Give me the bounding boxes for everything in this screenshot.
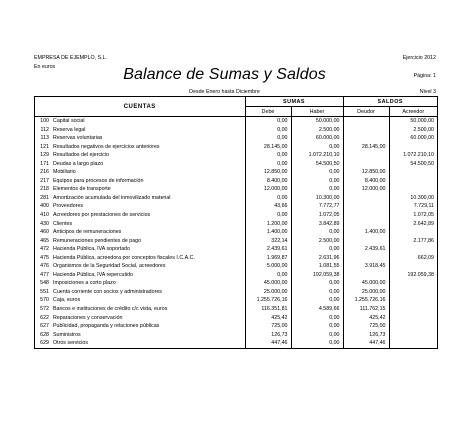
- table-row: [35, 296, 437, 305]
- haber-value: 0,00: [291, 339, 343, 348]
- table-row: [35, 220, 437, 229]
- deudor-value: [343, 220, 389, 229]
- haber-value: 54.500,50: [291, 160, 343, 169]
- table-row: [35, 202, 437, 211]
- table-row: [35, 237, 437, 246]
- debe-value: 0,00: [245, 151, 291, 160]
- debe-value: 126,73: [245, 331, 291, 340]
- account-code: 217: [40, 177, 49, 184]
- acreedor-column-header: Acreedor: [389, 107, 437, 117]
- haber-value: 0,00: [291, 288, 343, 297]
- account-name: Suministros: [53, 331, 81, 338]
- table-row: [35, 339, 437, 348]
- haber-value: 1.081,55: [291, 262, 343, 271]
- debe-value: 1.400,00: [245, 228, 291, 237]
- account-code: 218: [40, 186, 49, 193]
- debe-value: 12.850,00: [245, 168, 291, 177]
- deudor-value: 425,42: [343, 314, 389, 323]
- table-row: [35, 160, 437, 169]
- account-code: 477: [40, 271, 49, 278]
- debe-value: 1.255.726,16: [245, 296, 291, 305]
- haber-value: 3.842,89: [291, 220, 343, 229]
- table-row: [35, 288, 437, 297]
- haber-value: 0,00: [291, 143, 343, 152]
- haber-value: 0,00: [291, 168, 343, 177]
- account-code: 410: [40, 212, 49, 219]
- debe-value: 28.145,00: [245, 143, 291, 152]
- deudor-value: 8.400,00: [343, 177, 389, 186]
- account-name: Equipos para procesos de información: [53, 177, 144, 184]
- table-body: [35, 117, 437, 348]
- deudor-value: [343, 254, 389, 263]
- acreedor-value: [389, 296, 437, 305]
- deudor-value: 725,00: [343, 322, 389, 331]
- table-row: [35, 228, 437, 237]
- balance-table: [35, 97, 437, 348]
- deudor-value: [343, 151, 389, 160]
- acreedor-value: [389, 314, 437, 323]
- acreedor-value: 1.072,05: [389, 211, 437, 220]
- table-row: [35, 262, 437, 271]
- acreedor-value: [389, 339, 437, 348]
- acreedor-value: [389, 331, 437, 340]
- account-code: 627: [40, 323, 49, 330]
- table-row: [35, 314, 437, 323]
- acreedor-value: [389, 245, 437, 254]
- deudor-value: [343, 194, 389, 203]
- haber-value: 0,00: [291, 245, 343, 254]
- table-row: [35, 305, 437, 314]
- haber-value: 2.500,00: [291, 237, 343, 246]
- account-name: Otros servicios: [53, 340, 89, 347]
- haber-value: 0,00: [291, 314, 343, 323]
- acreedor-value: 2.177,86: [389, 237, 437, 246]
- account-name: Resultados negativos de ejercicios anteriores: [53, 143, 160, 150]
- debe-value: 447,46: [245, 339, 291, 348]
- account-code: 113: [40, 135, 49, 142]
- account-name: Elementos de transporte: [53, 186, 111, 193]
- deudor-value: [343, 134, 389, 143]
- deudor-value: [343, 126, 389, 135]
- deudor-value: [343, 211, 389, 220]
- table-row: [35, 254, 437, 263]
- account-name: Deudas a largo plazo: [53, 160, 104, 167]
- table-row: [35, 177, 437, 186]
- account-name: Reparaciones y conservación: [53, 314, 123, 321]
- table-row: [35, 151, 437, 160]
- page-number: Página: 1: [413, 73, 436, 79]
- acreedor-value: 192.059,38: [389, 271, 437, 280]
- deudor-value: 111.762,15: [343, 305, 389, 314]
- table-row: [35, 194, 437, 203]
- deudor-value: 3.918,45: [343, 262, 389, 271]
- deudor-value: [343, 237, 389, 246]
- accounts-column-header: CUENTAS: [35, 97, 245, 117]
- debe-value: 0,00: [245, 271, 291, 280]
- account-name: Acreedores por prestaciones de servicios: [53, 212, 151, 219]
- debe-value: 0,00: [245, 126, 291, 135]
- debe-value: 322,14: [245, 237, 291, 246]
- account-name: Organismos de la Seguridad Social, acreedores: [53, 263, 166, 270]
- account-name: Reservas voluntarias: [53, 135, 103, 142]
- period-label: Desde Enero hasta Diciembre: [189, 89, 260, 95]
- debe-value: 2.439,61: [245, 245, 291, 254]
- haber-value: 0,00: [291, 322, 343, 331]
- sums-group-header: SUMAS: [245, 97, 343, 107]
- acreedor-value: [389, 168, 437, 177]
- table-row: [35, 245, 437, 254]
- table-row: [35, 126, 437, 135]
- debe-value: 8.400,00: [245, 177, 291, 186]
- account-name: Bancos e instituciones de crédito c/c vista, euros: [53, 306, 168, 313]
- account-code: 400: [40, 203, 49, 210]
- acreedor-value: [389, 279, 437, 288]
- account-name: Imposiciones a corto plazo: [53, 280, 116, 287]
- debe-value: 12.000,00: [245, 185, 291, 194]
- account-code: 129: [40, 152, 49, 159]
- account-code: 622: [40, 314, 49, 321]
- acreedor-value: [389, 143, 437, 152]
- deudor-value: [343, 202, 389, 211]
- haber-value: 10.300,00: [291, 194, 343, 203]
- account-code: 476: [40, 263, 49, 270]
- account-name: Caja, euros: [53, 297, 81, 304]
- table-row: [35, 185, 437, 194]
- account-code: 465: [40, 237, 49, 244]
- deudor-value: 12.000,00: [343, 185, 389, 194]
- debe-value: 1.200,00: [245, 220, 291, 229]
- haber-value: 0,00: [291, 177, 343, 186]
- account-code: 112: [40, 126, 49, 133]
- debe-value: 0,00: [245, 211, 291, 220]
- debe-value: 25.000,00: [245, 288, 291, 297]
- acreedor-value: [389, 288, 437, 297]
- account-code: 551: [40, 288, 49, 295]
- account-code: 472: [40, 246, 49, 253]
- account-code: 430: [40, 220, 49, 227]
- deudor-value: 447,46: [343, 339, 389, 348]
- haber-value: 0,00: [291, 185, 343, 194]
- account-code: 216: [40, 169, 49, 176]
- acreedor-value: [389, 228, 437, 237]
- table-row: [35, 211, 437, 220]
- deudor-value: 45.000,00: [343, 279, 389, 288]
- deudor-value: 25.000,00: [343, 288, 389, 297]
- deudor-value: [343, 271, 389, 280]
- account-code: 281: [40, 194, 49, 201]
- haber-value: 0,00: [291, 331, 343, 340]
- deudor-column-header: Deudor: [343, 107, 389, 117]
- debe-value: 0,00: [245, 117, 291, 126]
- level-label: Nivel 3: [419, 89, 436, 95]
- debe-value: 0,00: [245, 160, 291, 169]
- table-row: [35, 134, 437, 143]
- account-name: Hacienda Pública, IVA repercutido: [53, 271, 133, 278]
- acreedor-value: 2.500,00: [389, 126, 437, 135]
- acreedor-value: 60.000,00: [389, 134, 437, 143]
- debe-value: 0,00: [245, 134, 291, 143]
- deudor-value: 126,73: [343, 331, 389, 340]
- haber-value: 7.772,77: [291, 202, 343, 211]
- account-code: 629: [40, 340, 49, 347]
- balances-group-header: SALDOS: [343, 97, 437, 107]
- debe-value: 45.000,00: [245, 279, 291, 288]
- account-code: 121: [40, 143, 49, 150]
- acreedor-value: [389, 177, 437, 186]
- account-code: 570: [40, 297, 49, 304]
- account-name: Remuneraciones pendientes de pago: [53, 237, 142, 244]
- debe-value: 425,42: [245, 314, 291, 323]
- account-name: Resultados del ejercicio: [53, 152, 109, 159]
- haber-value: 192.059,38: [291, 271, 343, 280]
- account-code: 171: [40, 160, 49, 167]
- acreedor-value: [389, 185, 437, 194]
- account-name: Capital social: [53, 118, 85, 124]
- currency-note: En euros: [34, 64, 56, 70]
- haber-value: 2.500,00: [291, 126, 343, 135]
- account-code: 460: [40, 229, 49, 236]
- table-row: [35, 143, 437, 152]
- haber-value: 0,00: [291, 296, 343, 305]
- haber-value: 60.000,00: [291, 134, 343, 143]
- debe-value: 1.969,87: [245, 254, 291, 263]
- table-row: [35, 168, 437, 177]
- table-row: [35, 331, 437, 340]
- deudor-value: [343, 160, 389, 169]
- debe-value: 5.000,00: [245, 262, 291, 271]
- acreedor-value: 1.072.210,10: [389, 151, 437, 160]
- deudor-value: [343, 117, 389, 126]
- account-name: Amortización acumulada del inmovilizado material: [53, 194, 171, 201]
- haber-value: 0,00: [291, 228, 343, 237]
- account-name: Reserva legal: [53, 126, 86, 133]
- table-row: [35, 117, 437, 126]
- account-code: 475: [40, 254, 49, 261]
- deudor-value: 2.439,61: [343, 245, 389, 254]
- deudor-value: 28.145,00: [343, 143, 389, 152]
- haber-value: 50.000,00: [291, 117, 343, 126]
- acreedor-value: 50.000,00: [389, 117, 437, 126]
- account-name: Hacienda Pública, acreedora por conceptos fiscales I.C.A.C.: [53, 254, 195, 261]
- debe-column-header: Debe: [245, 107, 291, 117]
- haber-value: 0,00: [291, 279, 343, 288]
- account-name: Proveedores: [53, 203, 84, 210]
- acreedor-value: 54.500,50: [389, 160, 437, 169]
- account-name: Cuenta corriente con socios y administradores: [53, 288, 162, 295]
- table-row: [35, 279, 437, 288]
- debe-value: 43,66: [245, 202, 291, 211]
- account-name: Hacienda Pública, IVA soportado: [53, 246, 131, 253]
- account-code: 572: [40, 306, 49, 313]
- document-title: Balance de Sumas y Saldos: [123, 66, 326, 83]
- acreedor-value: 10.300,00: [389, 194, 437, 203]
- table-row: [35, 271, 437, 280]
- acreedor-value: 7.729,11: [389, 202, 437, 211]
- account-name: Clientes: [53, 220, 73, 227]
- account-name: Publicidad, propaganda y relaciones públicas: [53, 323, 160, 330]
- account-name: Mobiliario: [53, 169, 76, 176]
- balance-table-frame: [34, 96, 438, 349]
- deudor-value: 12.850,00: [343, 168, 389, 177]
- haber-value: 1.072.210,10: [291, 151, 343, 160]
- haber-value: 1.072,05: [291, 211, 343, 220]
- haber-value: 2.631,96: [291, 254, 343, 263]
- deudor-value: 1.255.726,16: [343, 296, 389, 305]
- account-code: 100: [40, 118, 49, 124]
- account-code: 628: [40, 331, 49, 338]
- haber-value: 4.589,66: [291, 305, 343, 314]
- deudor-value: 1.400,00: [343, 228, 389, 237]
- account-name: Anticipos de remuneraciones: [53, 229, 122, 236]
- acreedor-value: [389, 305, 437, 314]
- debe-value: 725,00: [245, 322, 291, 331]
- company-name: EMPRESA DE EJEMPLO, S.L.: [34, 55, 108, 61]
- account-code: 548: [40, 280, 49, 287]
- debe-value: 0,00: [245, 194, 291, 203]
- exercise-label: Ejercicio 2012: [402, 55, 436, 61]
- acreedor-value: 2.642,89: [389, 220, 437, 229]
- acreedor-value: [389, 262, 437, 271]
- table-row: [35, 322, 437, 331]
- acreedor-value: 662,09: [389, 254, 437, 263]
- haber-column-header: Haber: [291, 107, 343, 117]
- acreedor-value: [389, 322, 437, 331]
- debe-value: 116.351,81: [245, 305, 291, 314]
